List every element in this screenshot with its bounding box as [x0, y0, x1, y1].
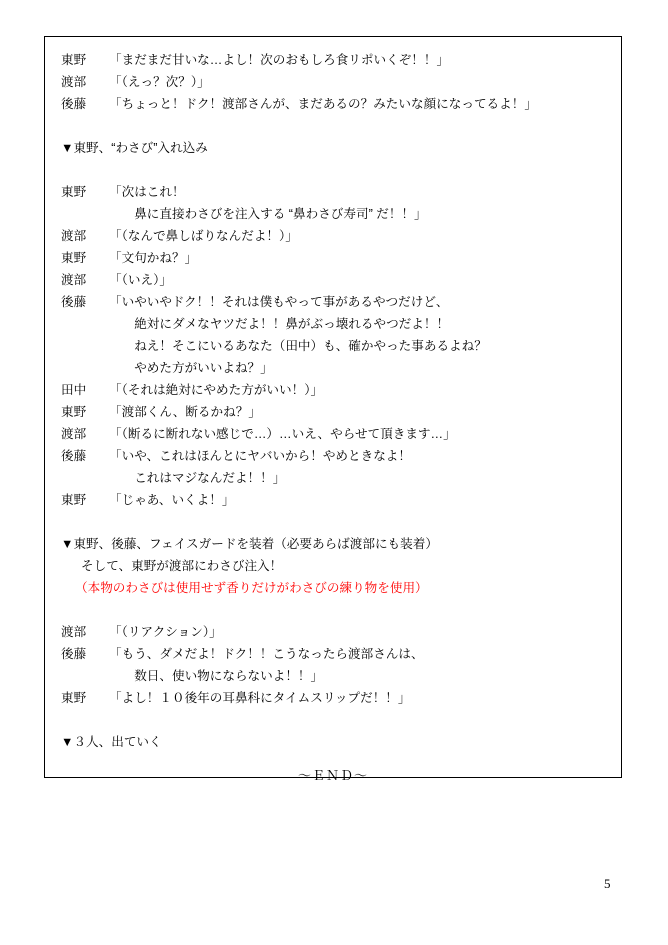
- speaker-name: 後藤: [61, 295, 87, 309]
- dialogue-text: 数日、使い物にならないよ！！」: [109, 669, 324, 683]
- dialogue-line: [53, 489, 613, 511]
- dialogue-line: [53, 621, 613, 643]
- dialogue-text: ねえ！そこにいるあなた（田中）も、確かやった事あるよね？: [109, 339, 487, 353]
- dialogue-line: [53, 203, 613, 225]
- dialogue-text: 「いや、これはほんとにヤバいから！やめときなよ！: [109, 449, 411, 463]
- dialogue-text: 「（それは絶対にやめた方がいい！）」: [109, 383, 324, 397]
- script-body-box: [44, 36, 622, 783]
- stage-direction: ▼３人、出ていく: [61, 735, 162, 749]
- speaker-name: 東野: [61, 185, 87, 199]
- blank-line: [53, 709, 613, 731]
- speaker-name: 東野: [61, 53, 87, 67]
- production-note: （本物のわさびは使用せず香りだけがわさびの練り物を使用）: [75, 581, 428, 595]
- dialogue-line: [53, 247, 613, 269]
- dialogue-line: [53, 379, 613, 401]
- dialogue-text: 「（リアクション）」: [109, 625, 222, 639]
- dialogue-text: 「ちょっと！ドク！渡部さんが、まだあるの？みたいな顔になってるよ！」: [109, 97, 537, 111]
- stage-direction: ▼東野、後藤、フェイスガードを装着（必要あらば渡部にも装着）: [61, 537, 438, 551]
- dialogue-text: 「（断るに断れない感じで…）…いえ、やらせて頂きます…」: [109, 427, 456, 441]
- speaker-name: 東野: [61, 691, 87, 705]
- dialogue-line: [53, 49, 613, 71]
- blank-line: [53, 159, 613, 181]
- speaker-name: 後藤: [61, 97, 87, 111]
- speaker-name: 渡部: [61, 427, 87, 441]
- dialogue-line: [53, 445, 613, 467]
- speaker-name: 渡部: [61, 229, 87, 243]
- dialogue-line: [53, 313, 613, 335]
- dialogue-line: [53, 335, 613, 357]
- dialogue-line: [53, 269, 613, 291]
- dialogue-line: [53, 687, 613, 709]
- dialogue-text: 絶対にダメなヤツだよ！！鼻がぶっ壊れるやつだよ！！: [109, 317, 450, 331]
- dialogue-text: 鼻に直接わさびを注入する “鼻わさび寿司” だ！！」: [109, 207, 427, 221]
- speaker-name: 渡部: [61, 625, 87, 639]
- dialogue-text: 「次はこれ！: [109, 185, 185, 199]
- speaker-name: 東野: [61, 493, 87, 507]
- dialogue-line: [53, 291, 613, 313]
- dialogue-line: [53, 665, 613, 687]
- speaker-name: 渡部: [61, 273, 87, 287]
- dialogue-line: [53, 643, 613, 665]
- dialogue-text: やめた方がいいよね？」: [109, 361, 273, 375]
- dialogue-text: 「渡部くん、断るかね？」: [109, 405, 261, 419]
- dialogue-line: [53, 401, 613, 423]
- dialogue-text: 「（なんで鼻しばりなんだよ！）」: [109, 229, 298, 243]
- speaker-name: 渡部: [61, 75, 87, 89]
- end-marker: 〜ＥＮＤ〜: [297, 768, 368, 783]
- dialogue-line: [53, 181, 613, 203]
- dialogue-text: 「まだまだ甘いな…よし！次のおもしろ食リポいくぞ！！」: [109, 53, 450, 67]
- dialogue-text: 「文句かね？」: [109, 251, 198, 265]
- blank-line: [53, 511, 613, 533]
- dialogue-line: [53, 93, 613, 115]
- dialogue-line: [53, 225, 613, 247]
- dialogue-line: [53, 71, 613, 93]
- page-number: 5: [604, 876, 611, 891]
- speaker-name: 後藤: [61, 449, 87, 463]
- dialogue-line: [53, 467, 613, 489]
- dialogue-text: 「じゃあ、いくよ！」: [109, 493, 235, 507]
- blank-line: [53, 599, 613, 621]
- dialogue-line: [53, 423, 613, 445]
- stage-direction: そして、東野が渡部にわさび注入！: [81, 559, 283, 573]
- speaker-name: 東野: [61, 251, 87, 265]
- speaker-name: 田中: [61, 383, 87, 397]
- dialogue-text: 「よし！１０後年の耳鼻科にタイムスリップだ！！」: [109, 691, 411, 705]
- script-lines: [45, 49, 621, 753]
- dialogue-text: これはマジなんだよ！！」: [109, 471, 286, 485]
- dialogue-text: 「いやいやドク！！それは僕もやって事があるやつだけど、: [109, 295, 449, 309]
- speaker-name: 東野: [61, 405, 87, 419]
- dialogue-text: 「（いえ）」: [109, 273, 172, 287]
- blank-line: [53, 115, 613, 137]
- dialogue-text: 「もう、ダメだよ！ドク！！こうなったら渡部さんは、: [109, 647, 424, 661]
- dialogue-line: [53, 357, 613, 379]
- stage-direction: ▼東野、“わさび”入れ込み: [61, 141, 208, 155]
- dialogue-text: 「（えっ？次？）」: [109, 75, 210, 89]
- speaker-name: 後藤: [61, 647, 87, 661]
